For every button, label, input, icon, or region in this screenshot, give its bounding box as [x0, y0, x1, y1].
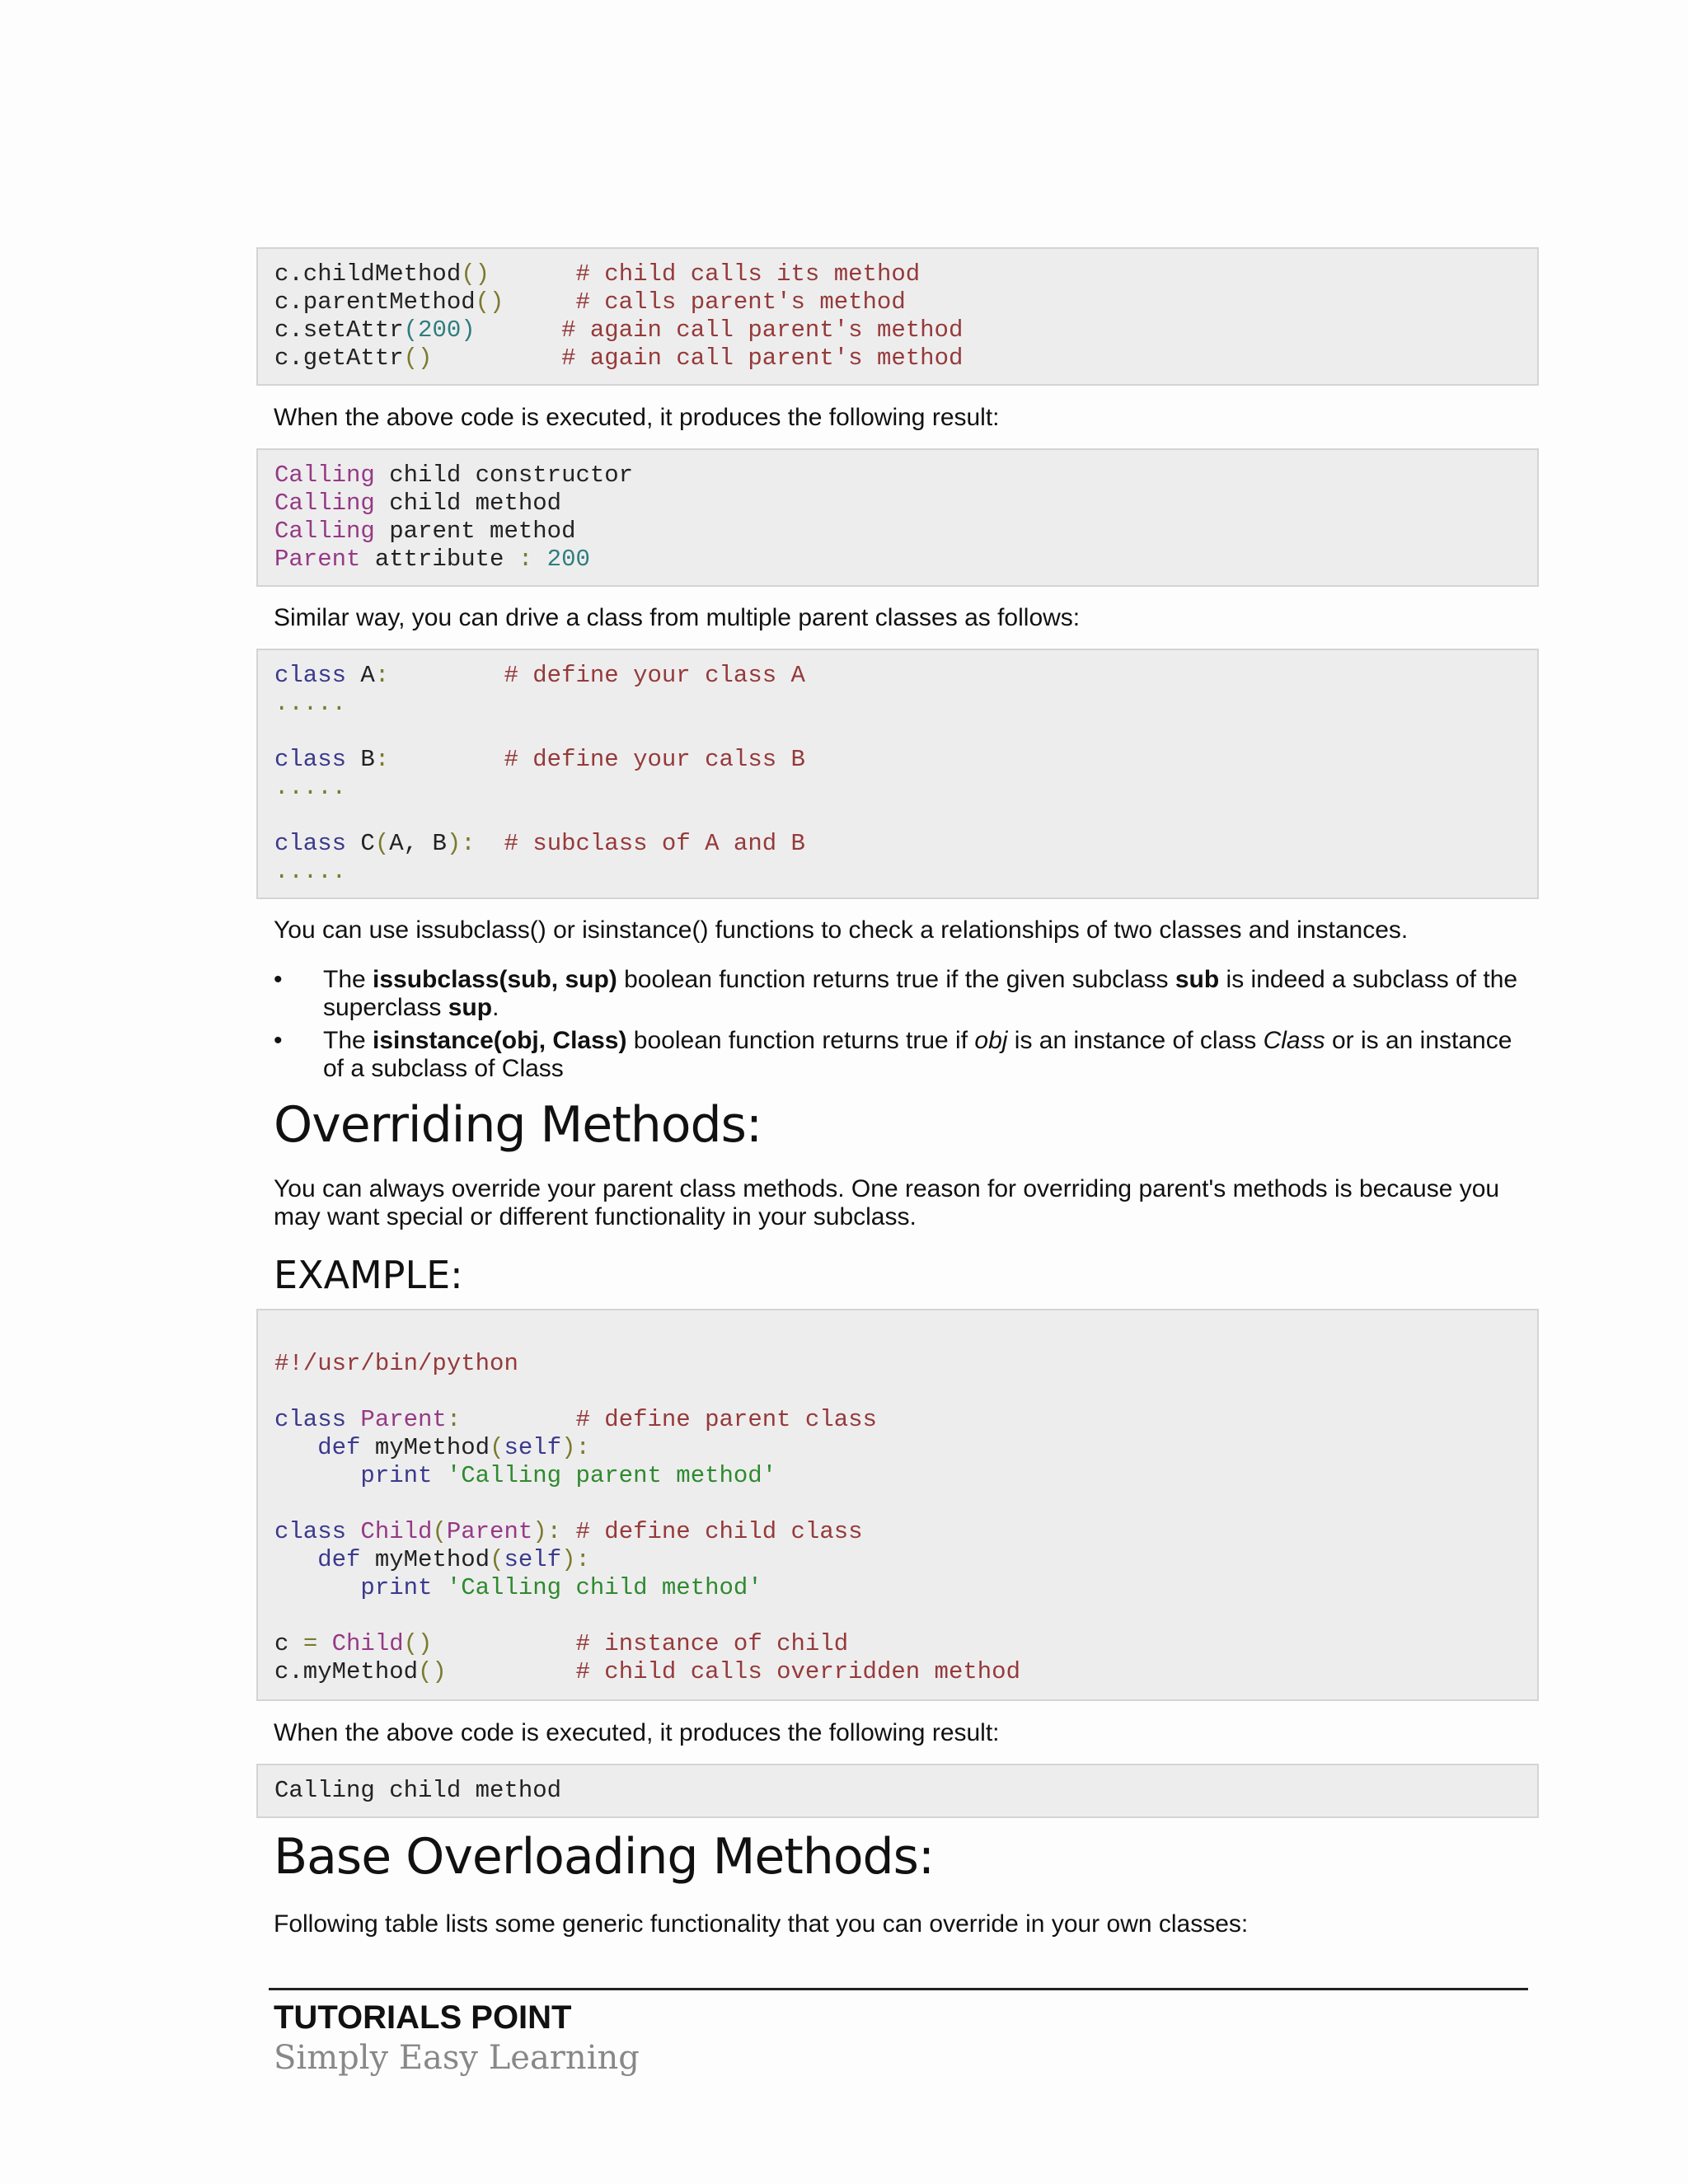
code-shebang: #!/usr/bin/python [274, 1350, 518, 1377]
footer-brand-tagline: Simply Easy Learning [274, 2039, 640, 2077]
code-paren: ( [490, 1434, 504, 1461]
code-line [274, 288, 1537, 316]
code-line [274, 1574, 1537, 1602]
code-colon: : [446, 1406, 462, 1433]
code-text: c.setAttr [274, 316, 404, 344]
code-colon: : [374, 746, 390, 773]
code-operator: = [302, 1630, 318, 1657]
bullet-marker: • [274, 966, 283, 993]
heading-example: EXAMPLE: [274, 1253, 463, 1297]
code-line [274, 1518, 1537, 1546]
bullet-bold: sup [448, 994, 493, 1021]
bullet-italic: obj [974, 1027, 1008, 1054]
code-line [274, 1434, 1537, 1462]
code-ellipsis: ..... [274, 690, 347, 717]
bullet-text: boolean function returns true if [626, 1027, 975, 1054]
code-colon: : [461, 830, 476, 857]
output-line [274, 490, 1537, 518]
bullet-italic: Class [1263, 1027, 1325, 1054]
code-padding [476, 316, 561, 344]
code-paren: () [403, 1630, 433, 1657]
output-line [274, 462, 1537, 490]
class-name: A [346, 662, 375, 689]
bullet-text: or is an instance of a subclass of Class [323, 1027, 1512, 1082]
code-ellipsis: ..... [274, 858, 347, 885]
bullet-isinstance [323, 1027, 1535, 1083]
result-intro-text: When the above code is executed, it produces the following result: [274, 1719, 1000, 1746]
code-blank-line [274, 1490, 1537, 1518]
result-intro-text: When the above code is executed, it produces the following result: [274, 404, 1000, 431]
code-string: 'Calling child method' [432, 1574, 762, 1601]
code-comment: # define your class A [504, 662, 805, 689]
code-comment: # again call parent's method [561, 344, 964, 372]
class-name: Parent [346, 1406, 447, 1433]
code-padding [504, 288, 575, 316]
code-line [274, 662, 1537, 690]
code-padding [389, 662, 504, 689]
code-padding [432, 344, 561, 372]
code-text: c.parentMethod [274, 288, 476, 316]
code-comment: # child calls its method [575, 260, 921, 288]
code-paren: ): [561, 1546, 590, 1573]
output-text: child method [374, 490, 562, 517]
code-args: A, B [389, 830, 447, 857]
code-line [274, 1546, 1537, 1574]
code-padding [389, 746, 504, 773]
class-name: Child [346, 1518, 433, 1545]
output-line [274, 546, 1537, 574]
output-line [274, 518, 1537, 546]
output-value: 200 [532, 546, 590, 573]
class-keyword: class [274, 1406, 347, 1433]
bullet-text: . [492, 994, 499, 1021]
code-args: () [475, 288, 504, 316]
overriding-paragraph: You can always override your parent class methods. One reason for overriding parent's methods is because you may want special or different functionality in your subclass. [274, 1175, 1500, 1230]
code-ellipsis: ..... [274, 774, 347, 801]
code-padding [490, 260, 575, 288]
class-keyword: class [274, 1518, 347, 1545]
bullet-bold: isinstance(obj, Class) [373, 1027, 627, 1054]
code-line [274, 1658, 1537, 1686]
code-line [274, 1630, 1537, 1658]
code-paren: ( [490, 1546, 504, 1573]
output-colon: : [518, 546, 533, 573]
code-line [274, 1462, 1537, 1490]
code-comment: # calls parent's method [575, 288, 906, 316]
code-paren: () [418, 1658, 447, 1685]
output-text: child constructor [374, 462, 634, 489]
code-blank-line [274, 1602, 1537, 1630]
code-blank-line [274, 802, 1537, 830]
print-keyword: print [360, 1574, 433, 1601]
code-paren: ): [532, 1518, 562, 1545]
self-keyword: self [504, 1546, 562, 1573]
def-keyword: def [317, 1546, 361, 1573]
code-blank-line [274, 1378, 1537, 1406]
code-args: () [403, 344, 433, 372]
code-line [274, 344, 1537, 373]
code-args: (200) [403, 316, 476, 344]
bullet-text: boolean function returns true if the given subclass [617, 966, 1175, 993]
output-keyword: Calling [274, 462, 375, 489]
code-colon: : [374, 662, 390, 689]
print-keyword: print [360, 1462, 433, 1489]
class-keyword: class [274, 746, 347, 773]
class-name: B [346, 746, 375, 773]
output-text: parent method [374, 518, 576, 545]
code-line [274, 1406, 1537, 1434]
class-keyword: class [274, 662, 347, 689]
code-comment: # instance of child [575, 1630, 849, 1657]
bullet-text: The [323, 966, 373, 993]
output-line: Calling child method [274, 1777, 562, 1804]
footer-brand-title: TUTORIALS POINT [274, 1999, 572, 2036]
output-keyword: Calling [274, 490, 375, 517]
class-call: Child [317, 1630, 404, 1657]
code-args: () [461, 260, 490, 288]
code-paren: ( [432, 1518, 447, 1545]
bullet-text: is an instance of class [1007, 1027, 1264, 1054]
issubclass-intro: You can use issubclass() or isinstance() functions to check a relationships of two classes and instances. [274, 916, 1409, 944]
class-keyword: class [274, 830, 347, 857]
code-comment: # define parent class [575, 1406, 877, 1433]
output-keyword: Parent [274, 546, 361, 573]
code-padding [447, 1658, 576, 1685]
bullet-text: The [323, 1027, 373, 1054]
output-keyword: Calling [274, 518, 375, 545]
code-comment: # subclass of A and B [504, 830, 805, 857]
self-keyword: self [504, 1434, 562, 1461]
bullet-bold: sub [1175, 966, 1220, 993]
code-block-multiple-inheritance [256, 649, 1539, 899]
method-call: c.myMethod [274, 1658, 419, 1685]
bullet-issubclass [323, 966, 1535, 1022]
code-line [274, 830, 1537, 858]
code-block-method-calls [256, 247, 1539, 386]
code-block-override-example [256, 1309, 1539, 1701]
bullet-bold: issubclass(sub, sup) [373, 966, 617, 993]
code-text: c.childMethod [274, 260, 462, 288]
code-paren: ) [446, 830, 462, 857]
code-comment: # child calls overridden method [575, 1658, 1020, 1685]
code-line [274, 260, 1537, 288]
multi-inheritance-intro: Similar way, you can drive a class from multiple parent classes as follows: [274, 604, 1081, 631]
code-paren: ( [374, 830, 390, 857]
bullet-text: is indeed a subclass of the superclass [323, 966, 1518, 1021]
bullet-marker: • [274, 1027, 283, 1054]
code-text: c.getAttr [274, 344, 404, 372]
code-comment: # define child class [561, 1518, 863, 1545]
output-block-1 [256, 448, 1539, 587]
def-keyword: def [317, 1434, 361, 1461]
footer-divider [269, 1988, 1528, 1990]
code-line [274, 316, 1537, 344]
heading-base-overloading-methods: Base Overloading Methods: [274, 1828, 935, 1886]
class-name: C [346, 830, 375, 857]
base-overloading-paragraph: Following table lists some generic functionality that you can override in your own classes: [274, 1910, 1249, 1938]
code-padding [476, 830, 504, 857]
code-comment: # define your calss B [504, 746, 805, 773]
code-padding [432, 1630, 575, 1657]
code-paren: ): [561, 1434, 590, 1461]
method-name: myMethod [360, 1546, 490, 1573]
output-text: attribute [360, 546, 518, 573]
code-comment: # again call parent's method [561, 316, 964, 344]
output-block-2 [256, 1764, 1539, 1818]
code-line [274, 746, 1537, 774]
code-padding [461, 1406, 575, 1433]
base-class-name: Parent [446, 1518, 533, 1545]
method-name: myMethod [360, 1434, 490, 1461]
heading-overriding-methods: Overriding Methods: [274, 1096, 762, 1154]
variable-name: c [274, 1630, 303, 1657]
code-string: 'Calling parent method' [432, 1462, 777, 1489]
code-blank-line [274, 718, 1537, 746]
